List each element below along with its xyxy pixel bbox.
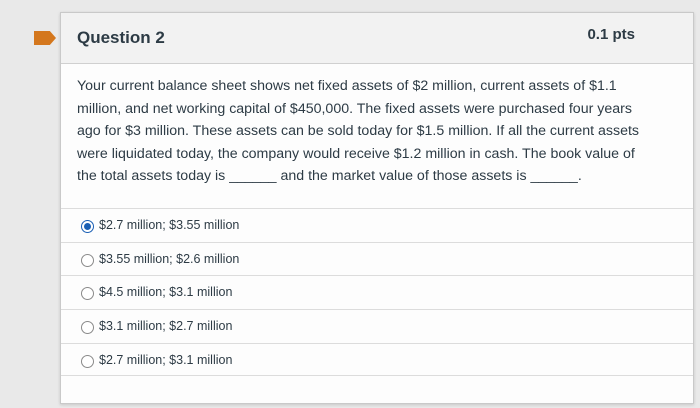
answer-label[interactable]: $2.7 million; $3.1 million [99,352,233,367]
radio-button[interactable] [81,355,94,368]
answer-list [61,208,693,376]
question-points: 0.1 pts [587,26,635,43]
answer-option[interactable] [61,242,693,276]
question-text: Your current balance sheet shows net fixed assets of $2 million, current assets of $1.1 million, and net working capital of $450,000. The fixed assets were purchased four years ago for $3 million. These assets can be sold today for $1.5 million. If all the current assets were liquidated today, the company would receive $1.2 million in cash. The book value of the total assets today is ______ and the market value of those assets is ______. [77,78,640,184]
answer-label[interactable]: $3.1 million; $2.7 million [99,319,233,334]
answer-option[interactable] [61,275,693,309]
answer-option[interactable] [61,208,693,242]
answer-label[interactable]: $4.5 million; $3.1 million [99,285,233,300]
radio-button[interactable] [81,321,94,334]
radio-button[interactable] [81,254,94,267]
answer-label[interactable]: $3.55 million; $2.6 million [99,251,240,266]
question-card [60,12,694,404]
question-header [61,13,693,64]
radio-button[interactable] [81,287,94,300]
question-flag-icon[interactable] [34,31,56,45]
radio-button-selected[interactable] [81,220,94,233]
answer-label[interactable]: $2.7 million; $3.55 million [99,218,240,232]
answer-option[interactable] [61,309,693,343]
answer-option[interactable] [61,343,693,377]
question-title: Question 2 [77,28,165,47]
